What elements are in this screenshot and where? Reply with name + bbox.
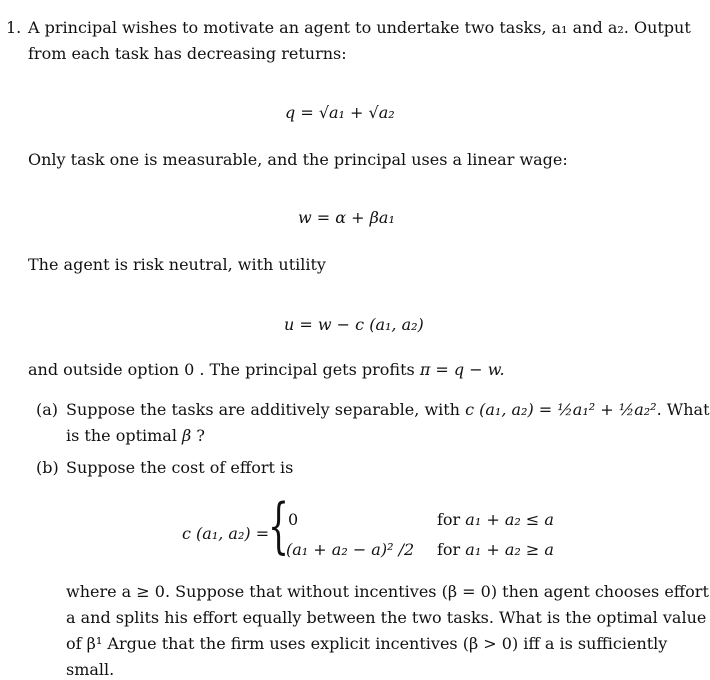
utility-text: The agent is risk neutral, with utility — [28, 255, 326, 274]
part-b-line-4: of β¹ Argue that the firm uses explicit incentives (β > 0) iff a is sufficiently — [66, 634, 668, 653]
part-b-line-3: a and splits his effort equally between the two tasks. What is the optimal value — [66, 608, 707, 627]
part-a-line-1: Suppose the tasks are additively separable, with c (a₁, a₂) = ½a₁² + ½a₂². What — [66, 400, 710, 419]
part-a-line-2: is the optimal β ? — [66, 426, 205, 445]
case-1-value: 0 — [288, 510, 299, 529]
intro-line-2: from each task has decreasing returns: — [28, 44, 347, 63]
equation-output: q = √a₁ + √a₂ — [285, 103, 395, 122]
part-b-line-5: small. — [66, 660, 115, 679]
case-2-condition: for a₁ + a₂ ≥ a — [437, 540, 554, 559]
cost-function-lhs: c (a₁, a₂) = — [182, 524, 270, 543]
separable-cost-equation: c (a₁, a₂) = ½a₁² + ½a₂². — [465, 400, 662, 419]
equation-utility: u = w − c (a₁, a₂) — [284, 315, 424, 334]
cases-brace: { — [268, 491, 290, 561]
beta-symbol: β — [182, 426, 192, 445]
part-a-label: (a) — [36, 400, 59, 419]
part-b-line-1: Suppose the cost of effort is — [66, 458, 294, 477]
case-2-value: (a₁ + a₂ − a)² /2 — [286, 540, 415, 559]
wage-text: Only task one is measurable, and the principal uses a linear wage: — [28, 150, 568, 169]
profit-equation: π = q − w. — [419, 360, 505, 379]
part-b-label: (b) — [36, 458, 59, 477]
outside-option-text: and outside option 0 . The principal gets profits π = q − w. — [28, 360, 505, 379]
intro-line-1: A principal wishes to motivate an agent to undertake two tasks, a₁ and a₂. Output — [28, 18, 691, 37]
case-1-condition: for a₁ + a₂ ≤ a — [437, 510, 554, 529]
equation-wage: w = α + βa₁ — [298, 208, 395, 227]
problem-number: 1. — [6, 18, 22, 37]
part-b-line-2: where a ≥ 0. Suppose that without incentives (β = 0) then agent chooses effort — [66, 582, 709, 601]
